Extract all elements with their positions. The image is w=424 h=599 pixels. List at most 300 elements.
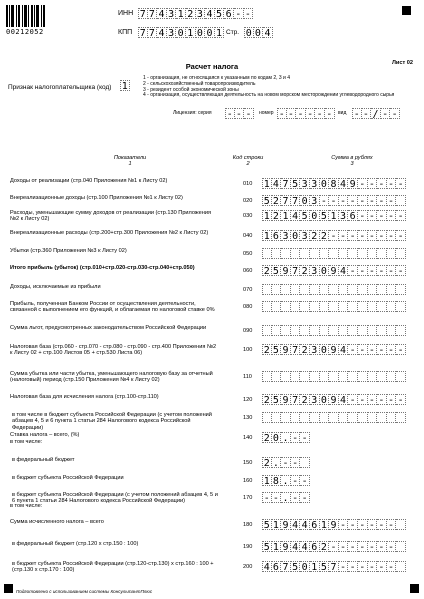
value-char-cell: -: [368, 344, 378, 355]
value-char-cell: [368, 371, 378, 382]
value-char-cell: 0: [310, 210, 320, 221]
char-cell: 0: [205, 27, 215, 38]
char-cell: 0: [176, 27, 186, 38]
value-char-cell: [377, 284, 387, 295]
char-cell: -: [296, 108, 306, 119]
row-code: 040: [243, 233, 253, 239]
char-cell: 7: [148, 27, 158, 38]
value-char-cell: 2: [300, 394, 310, 405]
value-char-cell: [262, 371, 272, 382]
row-label: Расходы, уменьшающие сумму доходов от реализации (стр.130 Приложения №2 к Листу 02): [10, 210, 212, 223]
license-type-field[interactable]: [352, 108, 400, 119]
value-char-cell: [339, 371, 349, 382]
value-char-cell: [396, 519, 406, 530]
row-value-field[interactable]: [262, 301, 406, 312]
value-char-cell: [281, 248, 291, 259]
value-char-cell: 3: [310, 178, 320, 189]
value-char-cell: 9: [281, 344, 291, 355]
value-char-cell: [377, 371, 387, 382]
page-number-field[interactable]: [244, 27, 273, 38]
value-char-cell: 9: [281, 519, 291, 530]
value-char-cell: 1: [272, 541, 282, 552]
taxpayer-label: Признак налогоплательщика (код): [8, 84, 112, 91]
value-char-cell: [300, 457, 310, 468]
value-char-cell: [368, 284, 378, 295]
row-code: 110: [243, 374, 252, 380]
value-char-cell: 2: [263, 266, 270, 277]
row-label: Доходы от реализации (стр.040 Приложения №1 к Листу 02): [10, 178, 168, 184]
char-cell: -: [244, 108, 254, 119]
value-char-cell: [358, 371, 368, 382]
row-code: 160: [243, 478, 253, 484]
row-code: 180: [243, 522, 253, 528]
value-char-cell: -: [396, 265, 406, 276]
value-char-cell: [339, 325, 349, 336]
row-label: в бюджет субъекта Российской Федерации (с учетом положений абзацев 4, 5 и 6 пункта 1 статьи 284 Налогового кодекса Российской Федерации): [12, 492, 218, 505]
value-char-cell: [329, 301, 339, 312]
value-char-cell: 5: [263, 542, 270, 553]
value-char-cell: [396, 412, 406, 423]
char-cell: -: [381, 108, 391, 119]
value-char-cell: -: [339, 230, 349, 241]
char-cell: -: [235, 108, 245, 119]
value-char-cell: [387, 248, 397, 259]
row-value-field[interactable]: [262, 178, 406, 189]
value-char-cell: 4: [272, 178, 282, 189]
char-cell: 2: [186, 8, 196, 19]
value-char-cell: [358, 412, 368, 423]
char-cell: 0: [245, 28, 252, 39]
value-char-cell: 5: [272, 344, 282, 355]
value-char-cell: -: [300, 492, 310, 503]
value-char-cell: 7: [291, 344, 301, 355]
value-char-cell: [358, 301, 368, 312]
value-char-cell: 5: [320, 210, 330, 221]
value-char-cell: .: [281, 492, 291, 503]
value-char-cell: -: [368, 561, 378, 572]
value-char-cell: 3: [339, 210, 349, 221]
value-char-cell: -: [358, 394, 368, 405]
value-char-cell: -: [368, 519, 378, 530]
row-label: в бюджет субъекта Российской Федерации: [12, 475, 124, 481]
value-char-cell: 9: [281, 394, 291, 405]
value-char-cell: [348, 284, 358, 295]
char-cell: 7: [139, 9, 146, 20]
char-cell: -: [244, 8, 254, 19]
value-char-cell: [348, 325, 358, 336]
char-cell: 1: [215, 27, 225, 38]
row-value-field[interactable]: [262, 284, 406, 295]
value-char-cell: [348, 371, 358, 382]
value-char-cell: 9: [348, 178, 358, 189]
value-char-cell: -: [358, 195, 368, 206]
value-char-cell: [329, 325, 339, 336]
value-char-cell: [329, 248, 339, 259]
row-value-field[interactable]: [262, 230, 406, 241]
inn-label: ИНН: [118, 10, 134, 17]
row-label: Налоговая база для исчисления налога (стр.100-стр.110): [10, 394, 159, 400]
value-char-cell: 7: [281, 195, 291, 206]
value-char-cell: [387, 325, 397, 336]
value-char-cell: [329, 412, 339, 423]
value-char-cell: -: [291, 492, 301, 503]
char-cell: 3: [196, 8, 206, 19]
value-char-cell: -: [387, 195, 397, 206]
value-char-cell: 2: [320, 230, 330, 241]
row-value-field[interactable]: [262, 195, 406, 206]
row-value-field[interactable]: [262, 325, 406, 336]
row-code: 010: [243, 181, 253, 187]
value-char-cell: -: [387, 230, 397, 241]
char-cell: 7: [148, 8, 158, 19]
row-code: 150: [243, 460, 253, 466]
value-char-cell: 2: [263, 458, 270, 469]
row-code: 050: [243, 251, 253, 257]
value-char-cell: -: [272, 492, 282, 503]
value-char-cell: 0: [272, 432, 282, 443]
value-char-cell: -: [377, 178, 387, 189]
row-value-field[interactable]: [262, 248, 406, 259]
corner-marker-top-right: [402, 6, 411, 15]
row-label: Внереализационные расходы (стр.200+стр.300 Приложения №2 к Листу 02): [10, 230, 209, 236]
row-value-field[interactable]: [262, 457, 310, 468]
value-char-cell: [377, 412, 387, 423]
value-char-cell: -: [320, 195, 330, 206]
value-char-cell: .: [272, 457, 282, 468]
value-char-cell: [377, 325, 387, 336]
value-char-cell: [348, 412, 358, 423]
taxpayer-note: 2 - сельскохозяйственный товаропроизводитель: [143, 80, 256, 87]
value-char-cell: 4: [339, 344, 349, 355]
value-char-cell: -: [368, 541, 378, 552]
row-value-field[interactable]: [262, 541, 406, 552]
row-label: Сумма убытка или части убытка, уменьшающего налоговую базу за отчетный (налоговый) период (стр.150 Приложения №4 к Листу 02): [10, 371, 213, 384]
row-label: Сумма льгот, предусмотренных законодательством Российской Федерации: [10, 325, 207, 331]
value-char-cell: [396, 301, 406, 312]
license-type-label: вид: [338, 110, 347, 116]
value-char-cell: 2: [263, 395, 270, 406]
value-char-cell: [300, 248, 310, 259]
value-char-cell: -: [348, 541, 358, 552]
value-char-cell: [291, 325, 301, 336]
value-char-cell: -: [387, 561, 397, 572]
value-char-cell: [281, 325, 291, 336]
value-char-cell: -: [396, 344, 406, 355]
value-char-cell: [310, 301, 320, 312]
value-char-cell: [348, 248, 358, 259]
value-char-cell: 2: [272, 210, 282, 221]
row-code: 080: [243, 304, 253, 310]
value-char-cell: [262, 412, 272, 423]
value-char-cell: [377, 248, 387, 259]
value-char-cell: [272, 412, 282, 423]
value-char-cell: [320, 412, 330, 423]
char-cell: /: [371, 108, 381, 119]
char-cell: 1: [176, 8, 186, 19]
value-char-cell: -: [348, 394, 358, 405]
row-value-field[interactable]: [262, 394, 406, 405]
value-char-cell: 7: [291, 195, 301, 206]
value-char-cell: 5: [263, 520, 270, 531]
value-char-cell: -: [348, 561, 358, 572]
license-number-field[interactable]: [277, 108, 335, 119]
value-char-cell: .: [281, 432, 291, 443]
value-char-cell: -: [348, 265, 358, 276]
value-char-cell: [281, 284, 291, 295]
value-char-cell: 2: [263, 433, 270, 444]
page-title: Расчет налога: [185, 62, 239, 71]
value-char-cell: 2: [310, 230, 320, 241]
value-char-cell: [339, 248, 349, 259]
value-char-cell: [387, 371, 397, 382]
value-char-cell: -: [387, 541, 397, 552]
value-char-cell: [348, 301, 358, 312]
value-char-cell: [320, 301, 330, 312]
char-cell: 4: [157, 8, 167, 19]
value-char-cell: -: [358, 541, 368, 552]
row-value-field[interactable]: [262, 210, 406, 221]
row-label: в федеральный бюджет (стр.120 x стр.150 : 100): [12, 541, 139, 547]
value-char-cell: -: [377, 195, 387, 206]
value-char-cell: -: [396, 230, 406, 241]
value-char-cell: 6: [272, 561, 282, 572]
value-char-cell: [320, 248, 330, 259]
value-char-cell: 7: [329, 561, 339, 572]
value-char-cell: [320, 325, 330, 336]
value-char-cell: 4: [291, 210, 301, 221]
row-label: Налоговая база (стр.060 - стр.070 - стр.080 - стр.090 - стр.400 Приложения №2 к Листу 02 + стр.100 Листов 05 + стр.530 Листа 06): [10, 344, 217, 357]
value-char-cell: -: [368, 394, 378, 405]
value-char-cell: 5: [272, 265, 282, 276]
column-header-indicators-number: 1: [128, 161, 132, 167]
value-char-cell: [291, 301, 301, 312]
row-label: в том числе в бюджет субъекта Российской Федерации (с учетом положений абзацев 4, 5 и 6 пункта 1 статьи 284 Налогового кодекса Российской Федерации): [12, 412, 212, 431]
value-char-cell: -: [387, 178, 397, 189]
row-label: Доходы, исключаемые из прибыли: [10, 284, 101, 290]
value-char-cell: -: [377, 541, 387, 552]
value-char-cell: 4: [300, 519, 310, 530]
value-char-cell: 1: [263, 476, 270, 487]
value-char-cell: 7: [281, 561, 291, 572]
char-cell: 5: [215, 8, 225, 19]
value-char-cell: [377, 301, 387, 312]
value-char-cell: 5: [291, 178, 301, 189]
char-cell: 7: [139, 28, 146, 39]
license-number-label: номер: [259, 110, 274, 116]
kpp-label: КПП: [118, 29, 133, 36]
value-char-cell: -: [377, 210, 387, 221]
value-char-cell: -: [387, 265, 397, 276]
value-char-cell: [396, 541, 406, 552]
row-code: 090: [243, 328, 253, 334]
value-char-cell: 4: [291, 541, 301, 552]
value-char-cell: -: [300, 432, 310, 443]
value-char-cell: 0: [320, 265, 330, 276]
value-char-cell: [358, 248, 368, 259]
value-char-cell: 0: [291, 230, 301, 241]
value-char-cell: 3: [300, 178, 310, 189]
value-char-cell: [320, 284, 330, 295]
taxpayer-note: 1 - организация, не относящаяся к указанным по кодам 2, 3 и 4: [143, 75, 291, 81]
value-char-cell: 9: [329, 394, 339, 405]
value-char-cell: [368, 248, 378, 259]
value-char-cell: 1: [310, 561, 320, 572]
value-char-cell: 7: [291, 265, 301, 276]
row-code: 020: [243, 198, 253, 204]
value-char-cell: [387, 301, 397, 312]
inn-field[interactable]: [138, 8, 253, 19]
value-char-cell: 9: [281, 265, 291, 276]
value-char-cell: 4: [339, 265, 349, 276]
value-char-cell: 9: [329, 265, 339, 276]
value-char-cell: -: [339, 561, 349, 572]
char-cell: 1: [186, 27, 196, 38]
value-char-cell: [358, 325, 368, 336]
value-char-cell: -: [358, 265, 368, 276]
value-char-cell: -: [387, 344, 397, 355]
row-value-field[interactable]: [262, 475, 310, 486]
value-char-cell: 9: [329, 519, 339, 530]
char-cell: -: [278, 109, 285, 120]
corner-marker-bottom-right: [410, 584, 419, 593]
row-value-field[interactable]: [262, 561, 406, 572]
barcode-number: 00212052: [6, 28, 44, 36]
value-char-cell: 3: [300, 230, 310, 241]
value-char-cell: [262, 284, 272, 295]
value-char-cell: [310, 248, 320, 259]
taxpayer-note: 4 - организация, осуществляющая деятельность на новом морском месторождении углеводородного сырья: [143, 92, 395, 99]
value-char-cell: -: [281, 457, 291, 468]
value-char-cell: -: [358, 344, 368, 355]
row-code: 170: [243, 495, 253, 501]
taxpayer-code-field[interactable]: [120, 80, 130, 91]
footer-note: Подготовлено с использованием системы КонсультантПлюс: [16, 589, 153, 594]
value-char-cell: [396, 195, 406, 206]
value-char-cell: -: [358, 210, 368, 221]
value-char-cell: [291, 412, 301, 423]
value-char-cell: 5: [291, 561, 301, 572]
value-char-cell: [262, 248, 272, 259]
row-value-field[interactable]: [262, 492, 310, 503]
sheet-label: Лист 02: [392, 60, 413, 66]
char-cell: -: [306, 108, 316, 119]
row-code: 030: [243, 213, 253, 219]
value-char-cell: [310, 284, 320, 295]
value-char-cell: 6: [272, 230, 282, 241]
row-label: Прибыль, полученная Банком России от осуществления деятельности, связанной с выполнением его функций, и облагаемая по налоговой ставке 0%: [10, 301, 215, 314]
value-char-cell: 0: [320, 394, 330, 405]
value-char-cell: -: [377, 230, 387, 241]
row-code: 130: [243, 415, 253, 421]
row-label: Итого прибыль (убыток) (стр.010+стр.020-стр.030-стр.040+стр.050): [10, 265, 195, 271]
row-code: 070: [243, 287, 253, 293]
column-header-sum-label: Сумма в рублях: [331, 155, 373, 161]
value-char-cell: -: [339, 519, 349, 530]
char-cell: -: [287, 108, 297, 119]
value-char-cell: [272, 301, 282, 312]
value-char-cell: -: [368, 230, 378, 241]
row-value-field[interactable]: [262, 371, 406, 382]
value-char-cell: 2: [272, 195, 282, 206]
value-char-cell: 8: [329, 178, 339, 189]
value-char-cell: -: [377, 394, 387, 405]
row-value-field[interactable]: [262, 432, 310, 443]
value-char-cell: [329, 284, 339, 295]
value-char-cell: -: [329, 195, 339, 206]
value-char-cell: [396, 561, 406, 572]
value-char-cell: [396, 371, 406, 382]
license-series-field[interactable]: [225, 108, 254, 119]
value-char-cell: [300, 284, 310, 295]
taxpayer-note: 3 - резидент особой экономической зоны: [143, 86, 239, 93]
value-char-cell: -: [387, 210, 397, 221]
value-char-cell: [272, 248, 282, 259]
value-char-cell: -: [291, 475, 301, 486]
page-label: Стр.: [226, 29, 240, 36]
license-series-label: Лицензия: серия: [173, 110, 212, 116]
value-char-cell: [368, 412, 378, 423]
value-char-cell: 6: [348, 210, 358, 221]
row-value-field[interactable]: [262, 412, 406, 423]
value-char-cell: -: [377, 519, 387, 530]
value-char-cell: 4: [263, 562, 270, 573]
taxpayer-code-cell: 1: [121, 81, 128, 92]
value-char-cell: -: [358, 178, 368, 189]
row-value-field[interactable]: [262, 265, 406, 276]
char-cell: 4: [263, 27, 273, 38]
value-char-cell: 3: [281, 230, 291, 241]
row-label: Сумма исчисленного налога – всего: [10, 519, 104, 525]
value-char-cell: -: [329, 230, 339, 241]
column-header-indicators: [100, 155, 160, 167]
char-cell: 3: [167, 8, 177, 19]
value-char-cell: -: [396, 178, 406, 189]
value-char-cell: 1: [263, 179, 270, 190]
value-char-cell: 8: [272, 475, 282, 486]
value-char-cell: [368, 301, 378, 312]
value-char-cell: -: [348, 519, 358, 530]
value-char-cell: -: [339, 195, 349, 206]
value-char-cell: 6: [310, 519, 320, 530]
value-char-cell: 1: [320, 519, 330, 530]
row-value-field[interactable]: [262, 344, 406, 355]
value-char-cell: [300, 412, 310, 423]
value-char-cell: 4: [291, 519, 301, 530]
value-char-cell: 0: [300, 195, 310, 206]
char-cell: 0: [254, 27, 264, 38]
value-char-cell: [272, 284, 282, 295]
value-char-cell: -: [358, 519, 368, 530]
value-char-cell: 0: [300, 561, 310, 572]
value-char-cell: 2: [320, 541, 330, 552]
value-char-cell: 1: [263, 231, 270, 242]
value-char-cell: [396, 248, 406, 259]
value-char-cell: 5: [300, 210, 310, 221]
kpp-field[interactable]: [138, 27, 224, 38]
taxpayer-notes: [143, 76, 413, 99]
value-char-cell: [272, 325, 282, 336]
value-char-cell: -: [348, 344, 358, 355]
subhead-of-which: в том числе:: [10, 439, 43, 445]
value-char-cell: 9: [281, 541, 291, 552]
row-code: 200: [243, 564, 253, 570]
row-label: в бюджет субъекта Российской Федерации (стр.120-стр.130) x стр.160 : 100 + (стр.130 x стр.170 : 100): [12, 561, 214, 574]
row-value-field[interactable]: [262, 519, 406, 530]
subhead-of-which: в том числе:: [10, 503, 43, 509]
value-char-cell: 6: [310, 541, 320, 552]
value-char-cell: 0: [320, 344, 330, 355]
value-char-cell: 9: [329, 344, 339, 355]
